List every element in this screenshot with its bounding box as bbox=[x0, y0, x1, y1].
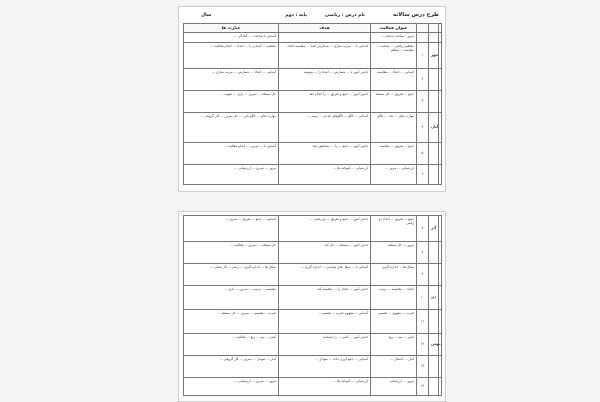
table-row bbox=[184, 216, 442, 242]
objective-cell: آشنایی با ... شکل های هندسی ... اندازه گیری ... bbox=[279, 264, 371, 286]
school-year: سال bbox=[201, 13, 212, 18]
activity-cell: مقایسه ... ترتیب ... تمرین ... بازی ... bbox=[184, 286, 279, 310]
table-row bbox=[184, 143, 442, 165]
week-cell: ۱۰ bbox=[417, 286, 429, 310]
month-cell bbox=[429, 310, 439, 334]
table-row bbox=[184, 334, 442, 356]
week-cell: ۱ bbox=[417, 43, 429, 69]
objective-cell: دانش آموز ... جمع و تفریق ... را انجام دهد bbox=[279, 91, 371, 113]
activity-cell: آشنایی ... جمع ... تفریق ... تمرین ... bbox=[184, 216, 279, 242]
table-row bbox=[184, 356, 442, 378]
table-row bbox=[184, 242, 442, 264]
activity-cell: آشنایی با ساعت ...، آمادگی ... bbox=[184, 33, 279, 43]
meta-cell bbox=[439, 378, 442, 396]
week-cell: ۶ bbox=[417, 165, 429, 185]
month-cell: آذر bbox=[429, 216, 439, 242]
objective-cell: دانش آموز ... جمع و تفریق ... دو رقمی ... bbox=[279, 216, 371, 242]
month-cell bbox=[429, 91, 439, 113]
week-cell: ۳ bbox=[417, 91, 429, 113]
week-cell: ۷ bbox=[417, 216, 429, 242]
month-cell: مهر bbox=[429, 43, 439, 69]
plan-table-2 bbox=[183, 215, 442, 396]
topic-cell: مرور : ساعت ساعت ... bbox=[371, 33, 417, 43]
objective-cell bbox=[279, 33, 371, 43]
meta-cell bbox=[439, 43, 442, 69]
table-header-row bbox=[184, 24, 442, 33]
month-cell: بهمن bbox=[429, 334, 439, 356]
meta-cell bbox=[439, 264, 442, 286]
objective-cell: دانش آموز ... اعداد را ... مقایسه کند bbox=[279, 286, 371, 310]
topic-cell: آشنایی ... اعداد ... مقایسه ... bbox=[371, 69, 417, 91]
week-cell: ۹ bbox=[417, 264, 429, 286]
topic-cell: ضرب ... مفهوم ... تقسیم bbox=[371, 310, 417, 334]
week-cell: ۱۴ bbox=[417, 378, 429, 396]
topic-cell: جمع ... تفریق ... اعداد دو رقمی bbox=[371, 216, 417, 242]
month-cell bbox=[429, 69, 439, 91]
month-cell bbox=[429, 33, 439, 43]
topic-cell: کسر ... نیم ... ربع bbox=[371, 334, 417, 356]
month-cell: آبان bbox=[429, 113, 439, 143]
month-cell bbox=[429, 143, 439, 165]
activity-cell: مرور ... تمرین ... ارزشیابی ... bbox=[184, 165, 279, 185]
meta-cell bbox=[439, 242, 442, 264]
objective-cell: آشنایی ... مفهوم ضرب ... تقسیم ... bbox=[279, 310, 371, 334]
activity-cell: آمار ... نمودار ... تمرین ... کار گروهی ... bbox=[184, 356, 279, 378]
table-row bbox=[184, 33, 442, 43]
meta-cell bbox=[439, 113, 442, 143]
topic-cell: آمار ... احتمال ... bbox=[371, 356, 417, 378]
objective-cell: آشنایی ... الگو ... الگوهای عددی ... رسم ... bbox=[279, 113, 371, 143]
objective-cell: آشنایی ... جمع آوری داده ... نمودار ... bbox=[279, 356, 371, 378]
column-header-week bbox=[417, 24, 429, 33]
activity-cell: حل مسئله ... تمرین ... بازی ... تقویت ... bbox=[184, 91, 279, 113]
document-page-2 bbox=[178, 211, 446, 402]
activity-cell: مفاهیم ... آشنایی با ... اعداد ... انجام فعالیت ... bbox=[184, 43, 279, 69]
table-row bbox=[184, 165, 442, 185]
column-header-activity: عبارت ها bbox=[184, 24, 279, 33]
meta-cell bbox=[439, 356, 442, 378]
meta-cell bbox=[439, 33, 442, 43]
topic-cell: جمع ... تفریق ... مقایسه bbox=[371, 143, 417, 165]
month-cell: دی bbox=[429, 286, 439, 310]
week-cell: ۱۲ bbox=[417, 334, 429, 356]
topic-cell: مرور ... ارزشیابی bbox=[371, 378, 417, 396]
grade-level: پایه : دوم bbox=[285, 13, 307, 18]
topic-cell: جمع ... تفریق ... حل مسئله bbox=[371, 91, 417, 113]
objective-cell: دانش آموز ... کسر ... را بشناسد bbox=[279, 334, 371, 356]
plan-table-1 bbox=[183, 23, 442, 185]
column-header-objective: هدف bbox=[279, 24, 371, 33]
month-cell bbox=[429, 242, 439, 264]
meta-cell bbox=[439, 216, 442, 242]
activity-cell: کسر ... نیم ... ربع ... فعالیت ... bbox=[184, 334, 279, 356]
plan-title: طرح درس سالانه bbox=[392, 12, 439, 18]
activity-cell: ضرب ... تقسیم ... تمرین ... حل مسئله ... bbox=[184, 310, 279, 334]
table-row bbox=[184, 113, 442, 143]
month-cell bbox=[429, 378, 439, 396]
meta-cell bbox=[439, 91, 442, 113]
table-row bbox=[184, 310, 442, 334]
activity-cell: آشنایی با ... تمرین ... انجام فعالیت ... bbox=[184, 143, 279, 165]
week-cell bbox=[417, 33, 429, 43]
week-cell: ۴ bbox=[417, 113, 429, 143]
table-row bbox=[184, 378, 442, 396]
topic-cell: ارزشیابی ... مرور ... bbox=[371, 165, 417, 185]
table-row bbox=[184, 91, 442, 113]
meta-cell bbox=[439, 143, 442, 165]
activity-cell: شکل ها ... اندازه گیری ... رسم ... کار عملی ... bbox=[184, 264, 279, 286]
objective-cell: دانش آموز با ... شمارش ... اعداد را ... بنویسد bbox=[279, 69, 371, 91]
topic-cell: مهارت های ... عدد ... الگو bbox=[371, 113, 417, 143]
activity-cell: آشنایی ... اعداد ... شمارش ... مرتب سازی ... bbox=[184, 69, 279, 91]
course-name: نام درس : ریاضی bbox=[325, 13, 365, 18]
objective-cell: ارزشیابی ... آموخته ها ... bbox=[279, 165, 371, 185]
objective-cell: آشنایی با ... مرتب سازی ... شمارش اشیا ... مقایسه اعداد bbox=[279, 43, 371, 69]
topic-cell: مرور ... حل مسئله bbox=[371, 242, 417, 264]
objective-cell: ارزشیابی ... آموخته ها ... bbox=[279, 378, 371, 396]
week-cell: ۲ bbox=[417, 69, 429, 91]
column-header-month bbox=[429, 24, 439, 33]
topic-cell: مفاهیم ریاضی ... ساعت ... مقایسه ... منظم bbox=[371, 43, 417, 69]
table-row bbox=[184, 69, 442, 91]
activity-cell: مرور ... تمرین ... ارزشیابی ... bbox=[184, 378, 279, 396]
meta-cell bbox=[439, 69, 442, 91]
table-row bbox=[184, 264, 442, 286]
month-cell bbox=[429, 356, 439, 378]
table-row bbox=[184, 286, 442, 310]
meta-cell bbox=[439, 165, 442, 185]
document-page-1 bbox=[178, 6, 446, 192]
column-header-topic: عنوان فعالیت bbox=[371, 24, 417, 33]
week-cell: ۱۱ bbox=[417, 310, 429, 334]
objective-cell: دانش آموز ... مسئله ... حل کند bbox=[279, 242, 371, 264]
activity-cell: مهارت های ... الگو یابی ... حل تمرین ... کار گروهی ... bbox=[184, 113, 279, 143]
week-cell: ۵ bbox=[417, 143, 429, 165]
objective-cell: دانش آموز ... جمع ... را ... تشخیص دهد bbox=[279, 143, 371, 165]
week-cell: ۸ bbox=[417, 242, 429, 264]
week-cell: ۱۳ bbox=[417, 356, 429, 378]
month-cell bbox=[429, 165, 439, 185]
topic-cell: شکل ها ... اندازه گیری bbox=[371, 264, 417, 286]
month-cell bbox=[429, 264, 439, 286]
column-header-meta bbox=[439, 24, 442, 33]
activity-cell: حل مسئله ... تمرین ... فعالیت ... bbox=[184, 242, 279, 264]
table-row bbox=[184, 43, 442, 69]
meta-cell bbox=[439, 310, 442, 334]
document-header bbox=[185, 10, 439, 24]
topic-cell: اعداد ... مقایسه ... ترتیب bbox=[371, 286, 417, 310]
meta-cell bbox=[439, 286, 442, 310]
